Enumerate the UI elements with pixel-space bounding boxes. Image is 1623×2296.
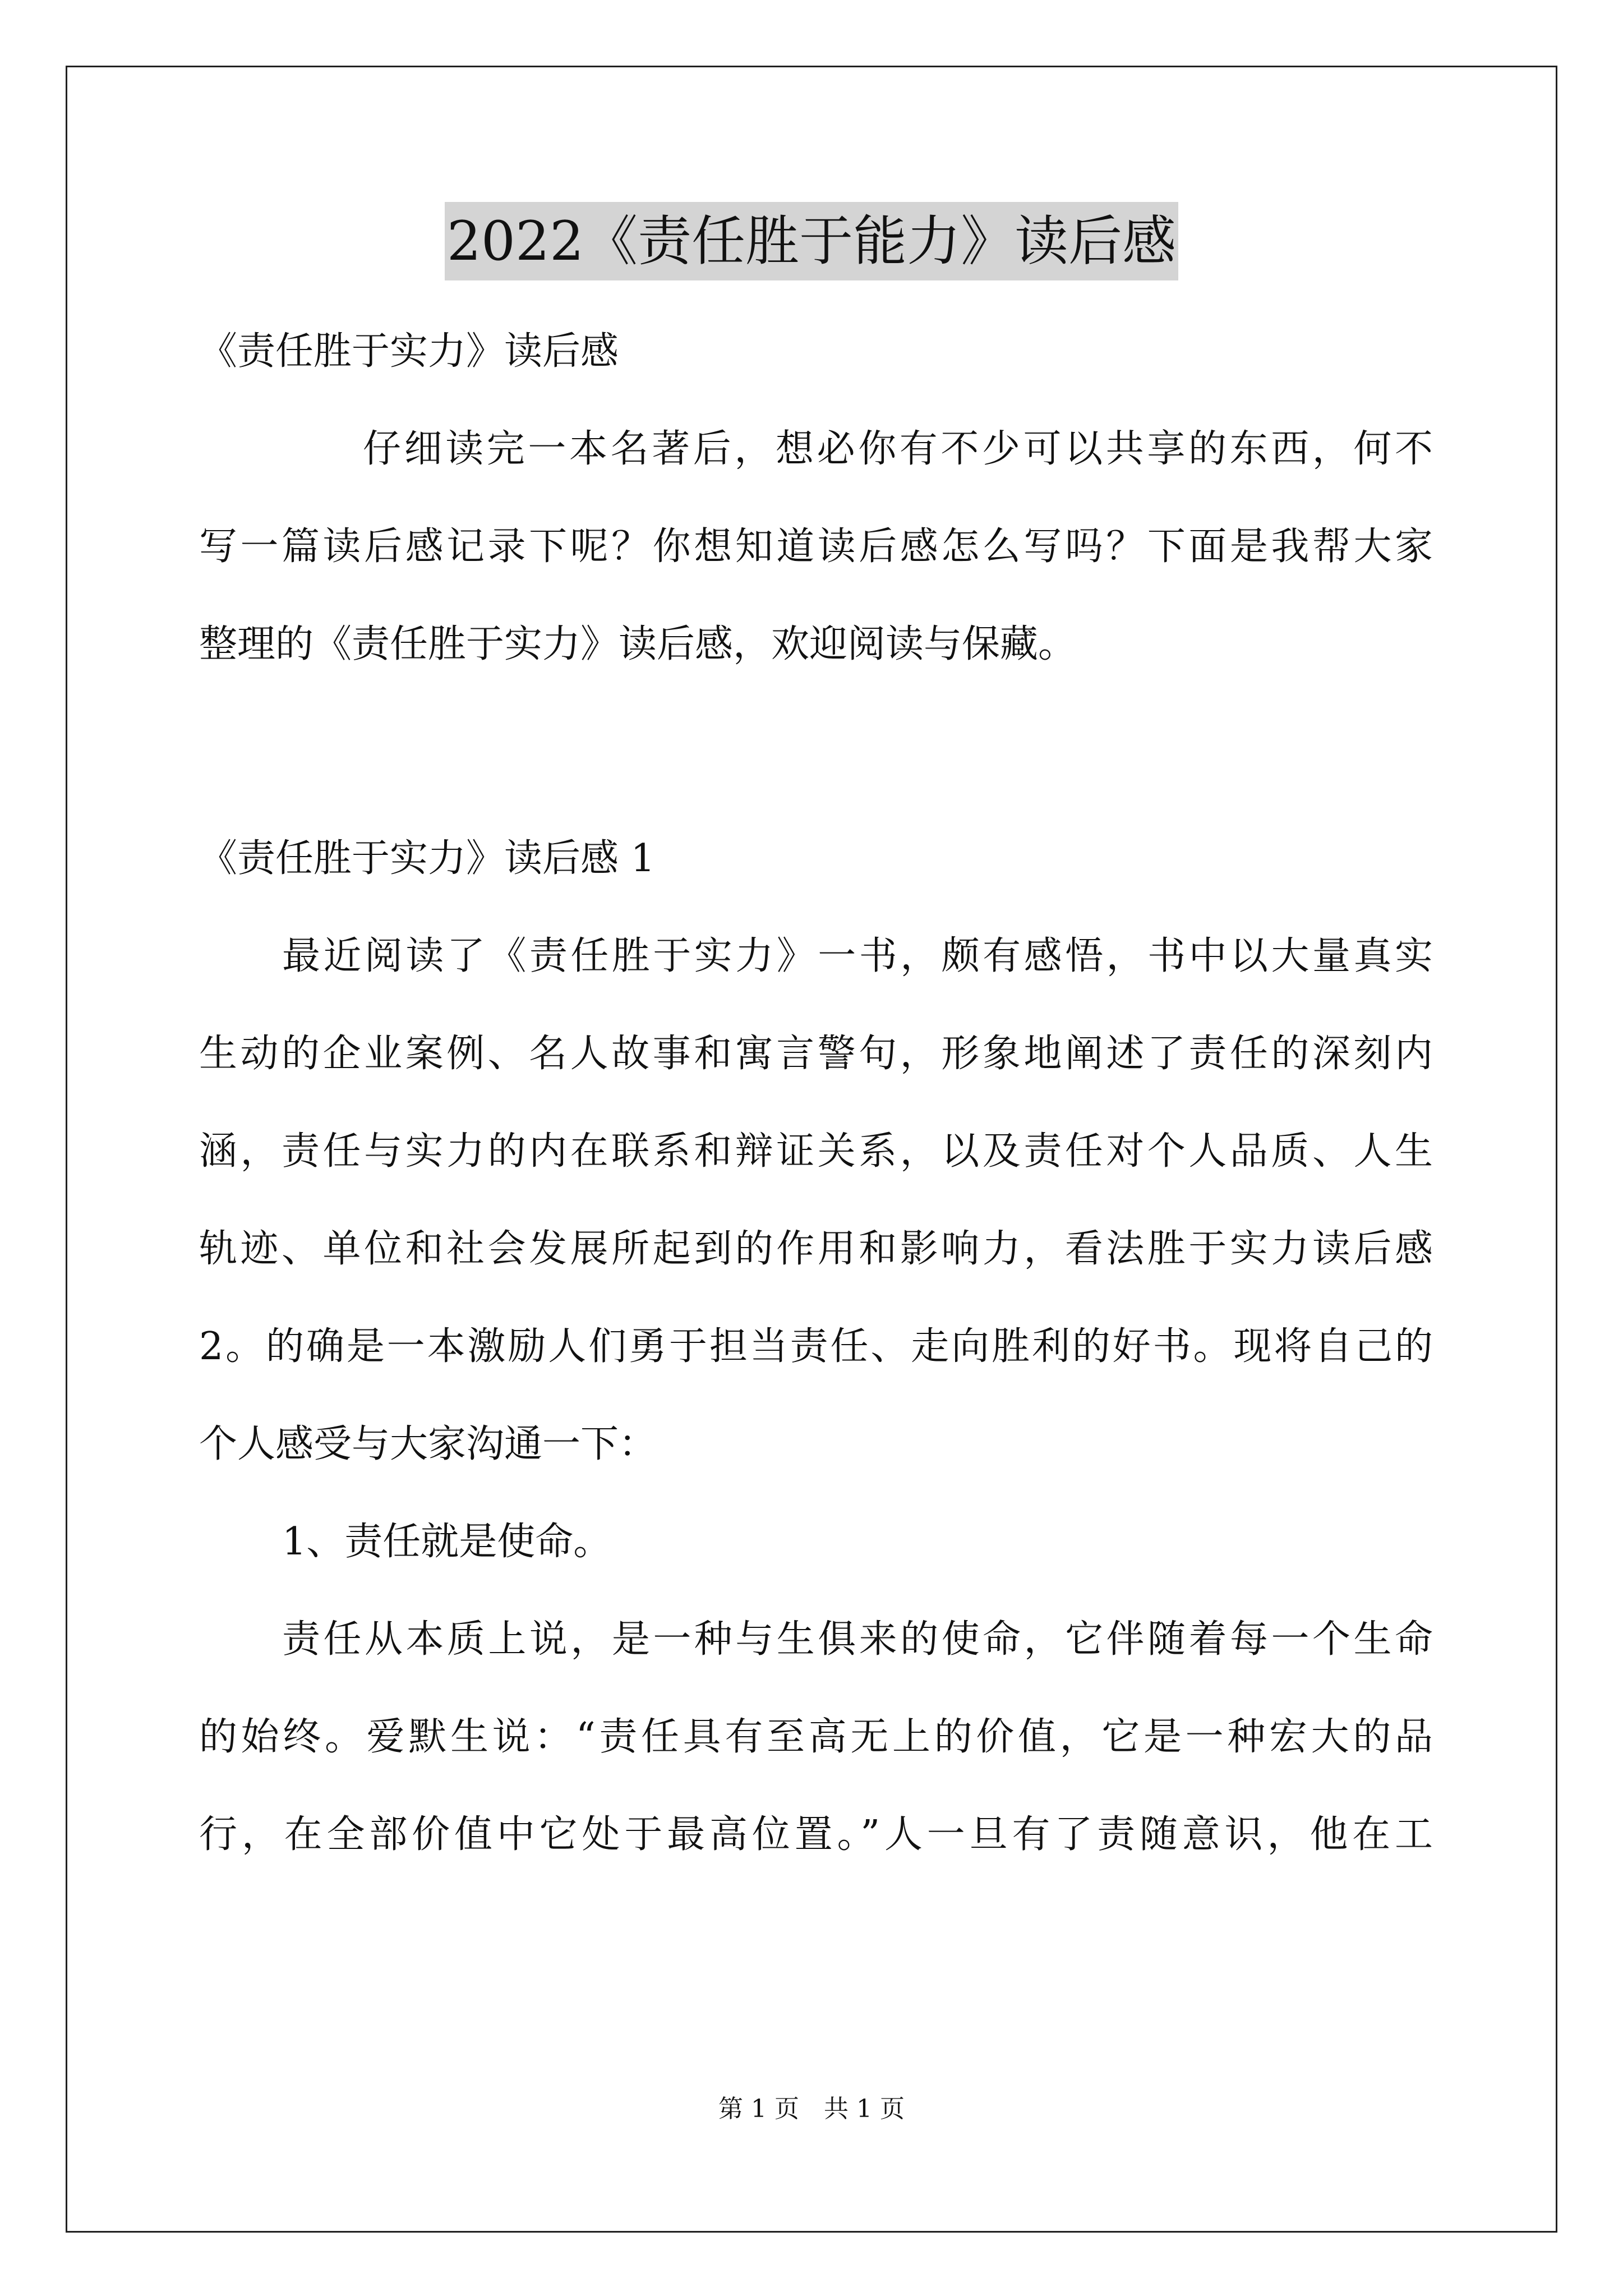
paragraph-line: 2。的确是一本激励人们勇于担当责任、走向胜利的好书。现将自己的: [199, 1324, 1433, 1369]
blank-gap: [199, 693, 1433, 810]
paragraph-line: 最近阅读了《责任胜于实力》一书，颇有感悟，书中以大量真实: [282, 934, 1433, 978]
intro-line: 仔细读完一本名著后，想必你有不少可以共享的东西，何不: [363, 427, 1433, 471]
intro-line: 整理的《责任胜于实力》读后感，欢迎阅读与保藏。: [199, 622, 1077, 666]
subtitle: 《责任胜于实力》读后感: [199, 329, 619, 374]
paragraph-line: 行，在全部价值中它处于最高位置。”人一旦有了责随意识，他在工: [199, 1812, 1433, 1857]
title-container: [0, 202, 1623, 280]
paragraph-line: 个人感受与大家沟通一下：: [199, 1422, 657, 1466]
section-heading: 《责任胜于实力》读后感 1: [199, 836, 655, 881]
document-body: [199, 303, 1433, 1884]
paragraph-line: 轨迹、单位和社会发展所起到的作用和影响力，看法胜于实力读后感: [199, 1227, 1433, 1271]
paragraph-line: 责任从本质上说，是一种与生俱来的使命，它伴随着每一个生命: [282, 1617, 1433, 1662]
point-heading: 1、责任就是使命。: [282, 1520, 612, 1564]
page-footer: 第 1 页 共 1 页: [718, 2095, 905, 2123]
document-title: 2022《责任胜于能力》读后感: [445, 202, 1178, 280]
paragraph-line: 的始终。爱默生说：“责任具有至高无上的价值，它是一种宏大的品: [199, 1715, 1433, 1759]
intro-line: 写一篇读后感记录下呢？你想知道读后感怎么写吗？下面是我帮大家: [199, 524, 1433, 569]
paragraph-line: 生动的企业案例、名人故事和寓言警句，形象地阐述了责任的深刻内: [199, 1032, 1433, 1076]
paragraph-line: 涵，责任与实力的内在联系和辩证关系，以及责任对个人品质、人生: [199, 1129, 1433, 1174]
